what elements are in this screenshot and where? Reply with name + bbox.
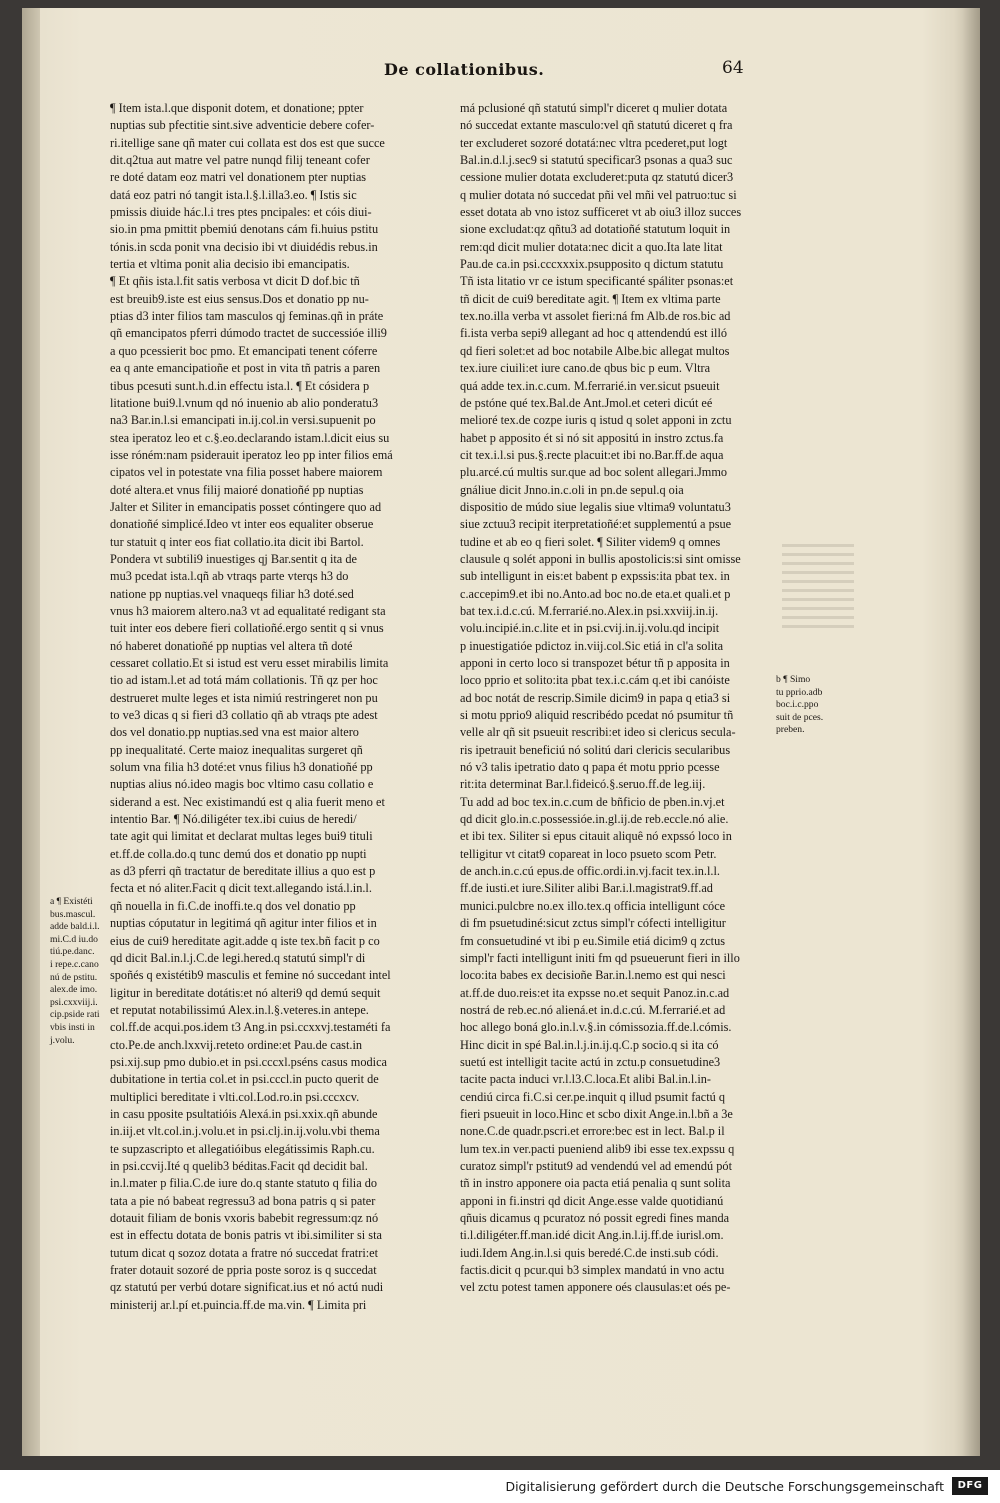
margin-note-line: psi.cxxviij.i.: [50, 996, 98, 1008]
text-line: ministerij ar.l.pí et.puincia.ff.de ma.vin. ¶ Limita pri: [110, 1297, 367, 1312]
text-line: qñuis dicamus q pcuratoz nó possit egredi fines manda: [460, 1211, 730, 1225]
text-line: a quo pcessierit boc pmo. Et emancipati tenent cóferre: [110, 343, 378, 358]
text-line: fm consuetudiné vt ibi p eu.Simile etiá dicim9 q zctus: [460, 933, 726, 948]
text-line: qd dicit Bal.in.l.j.C.de legi.hered.q statutú simpl'r di: [110, 950, 366, 965]
text-line: in casu pposite psultatióis Alexá.in psi.xxix.qñ abunde: [110, 1106, 378, 1121]
text-line: dit.q2tua aut matre vel patre nunqd filij teneant cofer: [110, 153, 370, 168]
text-line: ff.de iusti.et iure.Siliter alibi Bar.i.l.magistrat9.ff.ad: [460, 881, 713, 896]
text-line: multiplici bereditate i vlti.col.Lod.ro.in psi.cccxcv.: [110, 1089, 360, 1104]
text-line: loco pprio et solito:ita pbat tex.i.c.cám q.et ibi canóiste: [460, 673, 730, 688]
text-line: fi.ista verba sepi9 allegant ad hoc q attendendú est illó: [460, 326, 728, 341]
text-line: tacite pacta induci vr.l.l3.C.loca.Et alibi Bal.in.l.in-: [460, 1072, 711, 1087]
text-line: Jalter et Siliter in emancipatis posset cóntingere quo ad: [110, 499, 382, 514]
text-line: tur statuit q inter eos fiat collatio.ita dicit ibi Bartol.: [110, 534, 364, 549]
text-line: quá adde tex.in.c.cum. M.ferrarié.in ver.sicut psueuit: [460, 378, 720, 393]
margin-note-line: tiú.pe.danc.: [50, 946, 95, 958]
text-line: est breuib9.iste est eius sensus.Dos et donatio pp nu-: [110, 291, 369, 306]
text-line: p inuestigatióe pdictoz in.viij.col.Sic etiá in cl'a solita: [460, 638, 724, 653]
text-line: factis.dicit q pcur.qui b3 simplex mandatú in vno actu: [460, 1263, 725, 1278]
text-line: esset dotata ab vno istoz sufficeret vt ab oiu3 illoz succes: [460, 205, 742, 220]
text-line: siue zctuu3 recipit iterpretatioñé:et supplementú a psue: [460, 517, 732, 532]
margin-note-line: i repe.c.cano: [50, 958, 99, 970]
margin-note-line: j.volu.: [50, 1034, 75, 1046]
text-line: tio ad istam.l.et ad totá mám collationis. Tñ qz per hoc: [110, 673, 378, 688]
text-line: datá eoz patri nó tangit ista.l.§.l.illa3.eo. ¶ Istis sic: [110, 187, 357, 202]
text-line: tónis.in scda ponit vna decisio ibi vt diuidédis rebus.in: [110, 239, 378, 254]
text-line: suetú est intelligit tacite actú in zctu.p consuetudine3: [460, 1054, 721, 1069]
text-line: habet p apposito ét si nó sit appositú in instro zctus.fa: [460, 430, 724, 445]
text-line: loco:ita babes ex decisioñe Bar.in.l.nemo est qui nesci: [460, 968, 726, 983]
text-line: telligitur vt citat9 copareat in loco psueto scom Petr.: [460, 846, 717, 861]
text-line: tertia et vltima ponit alia decisio ibi emancipatis.: [110, 257, 350, 272]
text-line: qz statutú per verbú dotare significat.ius et nó actú nudi: [110, 1280, 384, 1295]
text-line: ti.l.diligéter.ff.man.idé dicit Ang.in.l.ij.ff.de iurisl.om.: [460, 1228, 724, 1243]
text-column-left: [110, 100, 430, 1314]
text-line: apponi in certo loco si transpozet bétur tñ p apposita in: [460, 656, 730, 670]
text-line: sio.in pma pmittit pbemiú denotans cám fi.huius pstitu: [110, 222, 379, 237]
text-line: clausule q solét apponi in bullis apostolicis:si sint omisse: [460, 551, 741, 566]
text-line: apponi in fi.instri qd dicit Ange.esse valde quotidianú: [460, 1193, 724, 1208]
book-page: [22, 8, 980, 1456]
text-line: na3 Bar.in.l.si emancipati in.ij.col.in versi.supuenit po: [110, 413, 376, 428]
text-line: frater dotauit sozoré de ppria poste soroz is q succedat: [110, 1263, 377, 1278]
text-line: Tu add ad boc tex.in.c.cum de bñficio de pben.in.vj.et: [460, 794, 725, 809]
text-line: sione excludat:qz qñtu3 ad dotatioñé statutum loquit in: [460, 222, 731, 237]
text-line: Pondera vt subtili9 inuestiges qj Bar.sentit q ita de: [110, 551, 357, 566]
text-line: none.C.de quadr.pscri.et errore:bec est in lect. Bal.p il: [460, 1124, 725, 1139]
margin-note-right: [776, 674, 823, 737]
text-line: sub intelligunt in eis:et babent p expssis:ita pbat tex. in: [460, 569, 730, 584]
text-line: te supzascripto et allegatióibus elegátissimis Raph.cu.: [110, 1141, 375, 1156]
text-line: cendiú circa fi.C.si cer.pe.inquit q illud psumit factú q: [460, 1089, 726, 1104]
text-line: rit:ita determinat Bar.l.fideicó.§.seruo.ff.de leg.iij.: [460, 777, 706, 792]
text-line: munici.pulcbre no.ex illo.tex.q officia intelligunt cóce: [460, 898, 726, 913]
text-line: tutum dicat q sozoz dotata a fratre nó succedat fratri:et: [110, 1245, 379, 1260]
text-line: tibus pcesuti sunt.h.d.in effectu ista.l. ¶ Et cósidera p: [110, 378, 370, 393]
margin-note-line: bus.mascul.: [50, 908, 96, 920]
text-line: donatioñé simplicé.Ideo vt inter eos equaliter obserue: [110, 517, 374, 532]
page-edge-shadow: [954, 8, 980, 1456]
text-line: ter excluderet sozoré dotatá:nec vltra pcederet,put logt: [460, 135, 728, 150]
text-line: vel zctu potest tamen apponere oés clausulas:et oés pe-: [460, 1280, 731, 1295]
text-line: dubitatione in tertia col.et in psi.cccl.in pucto querit de: [110, 1072, 379, 1087]
text-line: nó haberet donatioñé pp nuptias vel altera tñ doté: [110, 638, 353, 653]
margin-note-line: b ¶ Simo: [776, 674, 811, 685]
text-line: in.l.mater p filia.C.de iure do.q stante statuto q filia do: [110, 1176, 378, 1191]
text-line: qd dicit glo.in.c.possessióe.in.gl.ij.de reb.eccle.nó alie.: [460, 812, 729, 827]
text-line: plu.arcé.cú multis sur.que ad boc solent allegari.Jmmo: [460, 465, 728, 480]
text-line: melioré tex.de cozpe iuris q istud q solet apponi in zctu: [460, 413, 732, 428]
text-line: spoñés q existétib9 masculis et femine nó succedant intel: [110, 968, 391, 983]
margin-note-line: vbis insti in: [50, 1021, 95, 1033]
text-line: at.ff.de duo.reis:et ita expsse no.et sequit Panoz.in.c.ad: [460, 985, 730, 1000]
text-line: Tñ ista litatio vr ce istum specificanté spáliter psonas:et: [460, 274, 734, 289]
text-line: tex.no.illa verba vt assolet fieri:ná fm Alb.de ros.bic ad: [460, 309, 731, 324]
text-line: col.ff.de acqui.pos.idem t3 Ang.in psi.ccxxvj.testaméti fa: [110, 1020, 391, 1035]
margin-note-left: [50, 896, 100, 1047]
text-line: dos vel donatio.pp nuptias.sed vna est maior altero: [110, 725, 359, 740]
margin-note-line: suit de pces.: [776, 711, 824, 723]
text-line: tudine et ab eo q fieri solet. ¶ Siliter videm9 q omnes: [460, 534, 721, 549]
text-line: velle alr qñ sit psueuit rescribi:et ideo si clericus secula-: [460, 725, 736, 740]
text-line: et reputat notabilissimú Alex.in.l.§.veteres.in antepe.: [110, 1002, 369, 1017]
text-line: tuit inter eos debere fieri collatioñé.ergo sentit q si vnus: [110, 621, 384, 636]
text-line: tata a pie nó babeat regressu3 ad bona patris q si pater: [110, 1193, 376, 1208]
margin-note-line: adde bald.i.l.: [50, 921, 100, 933]
folio-number: 64: [722, 58, 744, 78]
text-line: di fm psuetudiné:sicut zctus simpl'r cófecti intelligitur: [460, 916, 726, 931]
text-line: doté altera.et vnus filij maioré donatioñé pp nuptias: [110, 482, 364, 497]
margin-note-line: alex.de imo.: [50, 984, 98, 996]
running-title: De collationibus.: [384, 60, 545, 79]
text-line: c.accepim9.et ibi no.Anto.ad boc no.de eta.et quali.et p: [460, 586, 731, 601]
text-line: nuptias cóputatur in legitimá qñ agitur inter filios et in: [110, 916, 377, 931]
text-line: est in effectu dotata de bonis patris vt ibi.similiter si sta: [110, 1228, 382, 1243]
text-line: iudi.Idem Ang.in.l.si quis beredé.C.de insti.sub códi.: [460, 1245, 719, 1260]
text-line: pp inequalitaté. Certe maioz inequalitas surgeret qñ: [110, 742, 363, 757]
text-line: et ibi tex. Siliter si epus citauit aliquê nó expssó loco in: [460, 829, 732, 844]
text-line: siderand a est. Nec existimandú est q alia fuerit meno et: [110, 794, 385, 809]
footer-bar: [0, 1470, 1000, 1503]
text-line: tex.iure ciuili:et iure cano.de qbus bic p eum. Vltra: [460, 361, 711, 376]
text-line: bat tex.i.d.c.cú. M.ferrarié.no.Alex.in psi.xxviij.in.ij.: [460, 603, 719, 618]
text-line: má pclusioné qñ statutú simpl'r diceret q mulier dotata: [460, 101, 728, 115]
text-line: qñ emancipatos pferri dúmodo tractet de successióe illi9: [110, 326, 387, 341]
text-line: dispositio de múdo siue legalis siue vltima9 voluntatu3: [460, 499, 731, 514]
text-line: de anch.in.c.cú epus.de offic.ordi.in.vj.facit tex.in.l.l.: [460, 864, 720, 879]
text-line: litatione bui9.l.vnum qd nó inuenio ab alio ponderatu3: [110, 395, 379, 410]
text-line: curatoz simpl'r pstitut9 ad vendendú vel ad emendú pót: [460, 1158, 732, 1173]
scan-background: [0, 1456, 1000, 1470]
text-line: ¶ Item ista.l.que disponit dotem, et donatione; ppter: [110, 101, 364, 115]
text-line: mu3 pcedat ista.l.qñ ab vtraqs parte vterqs h3 do: [110, 569, 349, 584]
text-line: to ve3 dicas q si fieri d3 collatio qñ ab vtraqs pte adest: [110, 708, 378, 723]
text-line: nó succedat extante masculo:vel qñ statutú diceret q fra: [460, 118, 733, 133]
text-line: de pstóne qué tex.Bal.de Ant.Jmol.et ceteri dicút eé: [460, 395, 713, 410]
funding-credit: Digitalisierung gefördert durch die Deutsche Forschungsgemeinschaft: [505, 1479, 944, 1494]
margin-note-line: boc.i.c.ppo: [776, 699, 819, 711]
text-line: cto.Pe.de anch.lxxvij.reteto ordine:et Pau.de cast.in: [110, 1037, 363, 1052]
text-line: intentio Bar. ¶ Nó.diligéter tex.ibi cuius de heredi/: [110, 812, 357, 827]
text-line: hoc allego boná glo.in.l.v.§.in cómissozia.ff.de.l.cómis.: [460, 1020, 732, 1035]
text-line: fieri psueuit in loco.Hinc et scbo dixit Ange.in.l.bñ a 3e: [460, 1106, 733, 1121]
text-line: vnus h3 maiorem altero.na3 vt ad equalitaté redigant sta: [110, 603, 386, 618]
text-line: ri.itellige sane qñ mater cui collata est dos est que succe: [110, 135, 385, 150]
text-line: nostrá de reb.ec.nó aliená.et in.d.c.cú. M.ferrarié.et ad: [460, 1002, 726, 1017]
text-line: ¶ Et qñis ista.l.fit satis verbosa vt dicit D dof.bic tñ: [110, 274, 360, 289]
text-line: isse róném:nam psiderauit iperatoz leo pp inter filios emá: [110, 447, 393, 462]
text-line: cit tex.i.l.si pus.§.recte placuit:et ibi no.Bar.ff.de aqua: [460, 447, 724, 462]
text-line: ptias d3 inter filios tam masculos qj feminas.qñ in práte: [110, 309, 384, 324]
text-line: destrueret multe leges et ista nimiú restringeret non pu: [110, 690, 378, 705]
text-line: cessaret collatio.Et si istud est veru esset mirabilis limita: [110, 656, 389, 670]
text-line: pmissis diuide hác.l.i tres ptes pncipales: et cóis diui-: [110, 205, 372, 220]
text-line: qd fieri solet:et ad boc notabile Albe.bic allegat multos: [460, 343, 730, 358]
text-line: nó v3 talis ipetratio dato q papa ét motu pprio pcesse: [460, 760, 720, 775]
text-line: tñ dicit de cui9 bereditate agit. ¶ Item ex vltima parte: [460, 291, 721, 306]
text-line: ad boc notát de rescrip.Simile dicim9 in papa q etia3 si: [460, 690, 731, 705]
margin-note-line: a ¶ Existéti: [50, 896, 93, 907]
text-line: ligitur in bereditate dotátis:et nó alteri9 qd demú sequit: [110, 985, 381, 1000]
text-line: eius de cui9 hereditate agit.adde q iste tex.bñ facit p co: [110, 933, 380, 948]
text-line: tate agit qui limitat et declarat multas leges bui9 tituli: [110, 829, 373, 844]
faded-marginalia: [782, 544, 854, 628]
text-line: gnáliue dicit Jnno.in.c.oli in pn.de sepul.q oia: [460, 482, 684, 497]
text-line: solum vna filia h3 doté:et vnus filius h3 donatioñé pp: [110, 760, 373, 775]
text-line: ea q ante emancipatioñe et post in vita tñ patris a paren: [110, 361, 381, 376]
page-gutter: [22, 8, 40, 1456]
text-line: re doté datam eoz matri vel donationem pter nuptias: [110, 170, 367, 185]
margin-note-line: tu pprio.adb: [776, 686, 823, 698]
text-line: nuptias alius nó.ideo magis boc vltimo casu collatio e: [110, 777, 374, 792]
margin-note-line: cip.pside rati: [50, 1009, 100, 1021]
margin-note-line: preben.: [776, 724, 805, 736]
text-line: ris ipetrauit beneficiú nó solitú dari clericis secularibus: [460, 742, 731, 757]
text-line: dotauit filiam de bonis vxoris babebit regressum:qz nó: [110, 1211, 379, 1225]
text-line: Hinc dicit in spé Bal.in.l.j.in.ij.q.C.p socio.q si ita có: [460, 1037, 719, 1052]
text-line: qñ nouella in fi.C.de inoffi.te.q dos vel donatio pp: [110, 898, 356, 913]
text-line: in psi.ccvij.Ité q quelib3 béditas.Facit qd decidit bal.: [110, 1158, 368, 1173]
text-line: et.ff.de colla.do.q tunc demú dos et donatio pp nupti: [110, 846, 367, 861]
text-line: psi.xij.sup pmo dubio.et in psi.cccxl.pséns casus modica: [110, 1054, 387, 1069]
text-line: natione pp nuptias.vel vnaqueqs filiar h3 doté.sed: [110, 586, 354, 601]
text-line: q mulier dotata nó succedat pñi vel mñi vel patruo:tuc si: [460, 187, 737, 202]
margin-note-line: nú de pstitu.: [50, 971, 98, 983]
text-line: lum tex.in ver.pacti pueniend alib9 ibi esse tex.expssu q: [460, 1141, 735, 1156]
text-line: si motu pprio9 aliquid rescribédo pcedat nó psumitur tñ: [460, 708, 734, 723]
margin-note-line: mi.C.d iu.do: [50, 933, 98, 945]
text-line: cipatos vel in potestate vna filia posset habere maiorem: [110, 465, 383, 480]
text-line: fecta et nó aliter.Facit q dicit text.allegando istá.l.in.l.: [110, 881, 372, 896]
text-line: Pau.de ca.in psi.cccxxxix.psupposito q dictum statutu: [460, 257, 724, 272]
text-line: as d3 pferri qñ tractatur de bereditate illius a quo est p: [110, 864, 376, 879]
text-line: Bal.in.d.l.j.sec9 si statutú specificar3 psonas a qua3 suc: [460, 153, 733, 168]
text-line: simpl'r facti intelligunt initi fm qd psueuerunt fieri in illo: [460, 950, 740, 965]
text-line: in.iij.et vlt.col.in.j.volu.et in psi.clj.in.ij.volu.vbi thema: [110, 1124, 380, 1139]
dfg-logo-icon: DFG: [952, 1477, 988, 1495]
text-line: rem:qd dicit mulier dotata:nec dicit a quo.Ita late litat: [460, 239, 723, 254]
text-column-right: [460, 100, 778, 1297]
text-line: tñ in instro apponere oia pacta etiá penalia q sunt solita: [460, 1176, 731, 1191]
text-line: stea iperatoz leo et c.§.eo.declarando istam.l.dicit eius su: [110, 430, 390, 445]
text-line: nuptias sub pfectitie sint.sive adventicie debere cofer-: [110, 118, 375, 133]
text-line: cessione mulier dotata excluderet:puta qz statutú dicer3: [460, 170, 734, 185]
text-line: volu.incipié.in.c.lite et in psi.cvij.in.ij.volu.qd incipit: [460, 621, 720, 636]
